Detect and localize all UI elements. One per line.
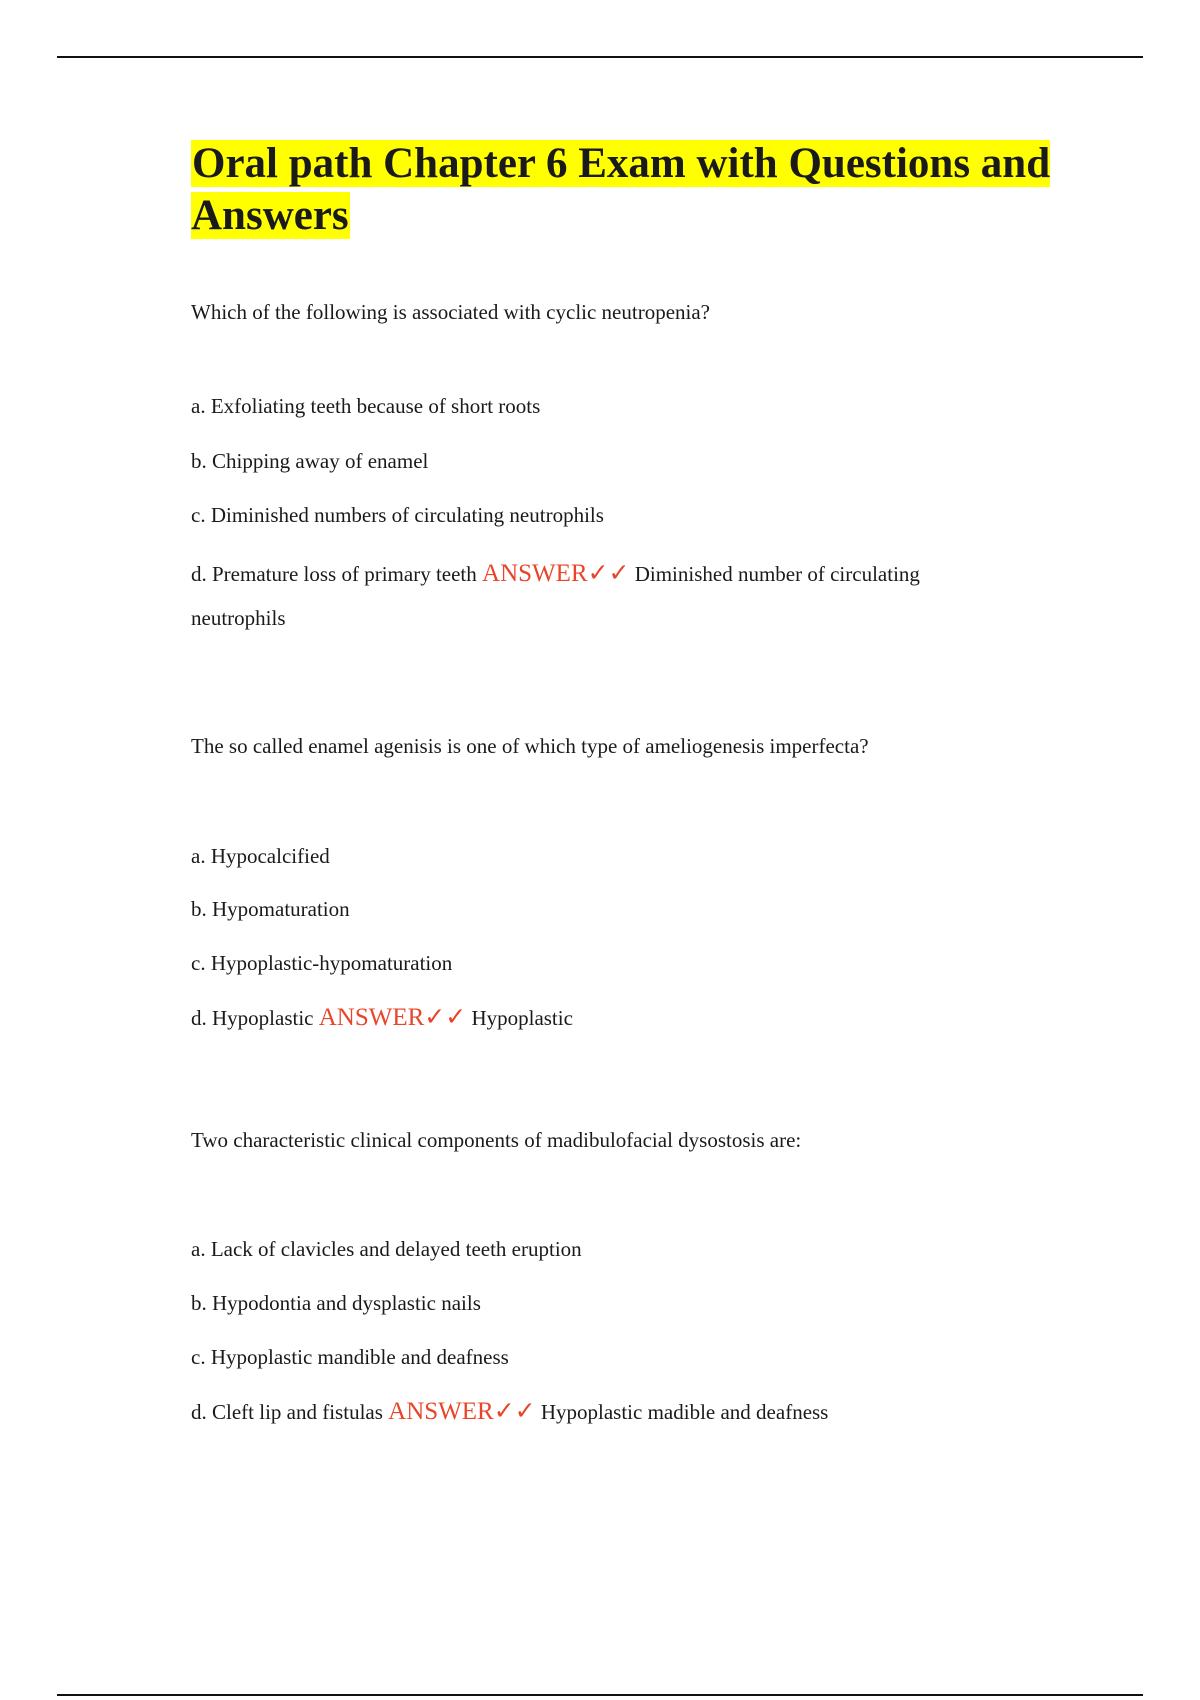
title-highlight: Oral path Chapter 6 Exam with Questions and Answers [191, 140, 1051, 239]
answer-text: Hypoplastic [471, 1006, 573, 1030]
question-prompt: Two characteristic clinical components of madibulofacial dysostosis are: [191, 1128, 802, 1152]
option-d: d. Cleft lip and fistulas [191, 1400, 383, 1424]
option-c: c. Diminished numbers of circulating neutrophils [191, 503, 604, 527]
option-d-with-answer [191, 552, 1011, 640]
option-d-with-answer [191, 996, 1011, 1040]
option-a: a. Exfoliating teeth because of short roots [191, 394, 541, 418]
option-a: a. Hypocalcified [191, 844, 330, 868]
bottom-rule [57, 1694, 1143, 1696]
answer-text: Hypoplastic madible and deafness [540, 1400, 829, 1424]
option-b: b. Hypodontia and dysplastic nails [191, 1291, 481, 1315]
option-a: a. Lack of clavicles and delayed teeth eruption [191, 1237, 582, 1261]
answer-label: ANSWER✓✓ [482, 560, 630, 587]
top-rule [57, 56, 1143, 58]
option-d: d. Hypoplastic [191, 1006, 314, 1030]
option-b: b. Hypomaturation [191, 897, 350, 921]
question-1 [191, 298, 1051, 630]
question-2 [191, 732, 1051, 1031]
question-3 [191, 1126, 1051, 1425]
option-d: d. Premature loss of primary teeth [191, 562, 477, 586]
document-title [191, 138, 1051, 242]
answer-label: ANSWER✓✓ [318, 1004, 467, 1031]
answer-label: ANSWER✓✓ [388, 1398, 536, 1425]
option-c: c. Hypoplastic-hypomaturation [191, 951, 453, 975]
option-b: b. Chipping away of enamel [191, 449, 429, 473]
answer-text: Diminished number of circulating neutrophils [191, 562, 920, 630]
question-prompt: Which of the following is associated with cyclic neutropenia? [191, 300, 711, 324]
document-body [191, 138, 1051, 1425]
question-prompt: The so called enamel agenisis is one of which type of ameliogenesis imperfecta? [191, 734, 869, 758]
option-c: c. Hypoplastic mandible and deafness [191, 1345, 509, 1369]
option-d-with-answer [191, 1390, 1011, 1434]
